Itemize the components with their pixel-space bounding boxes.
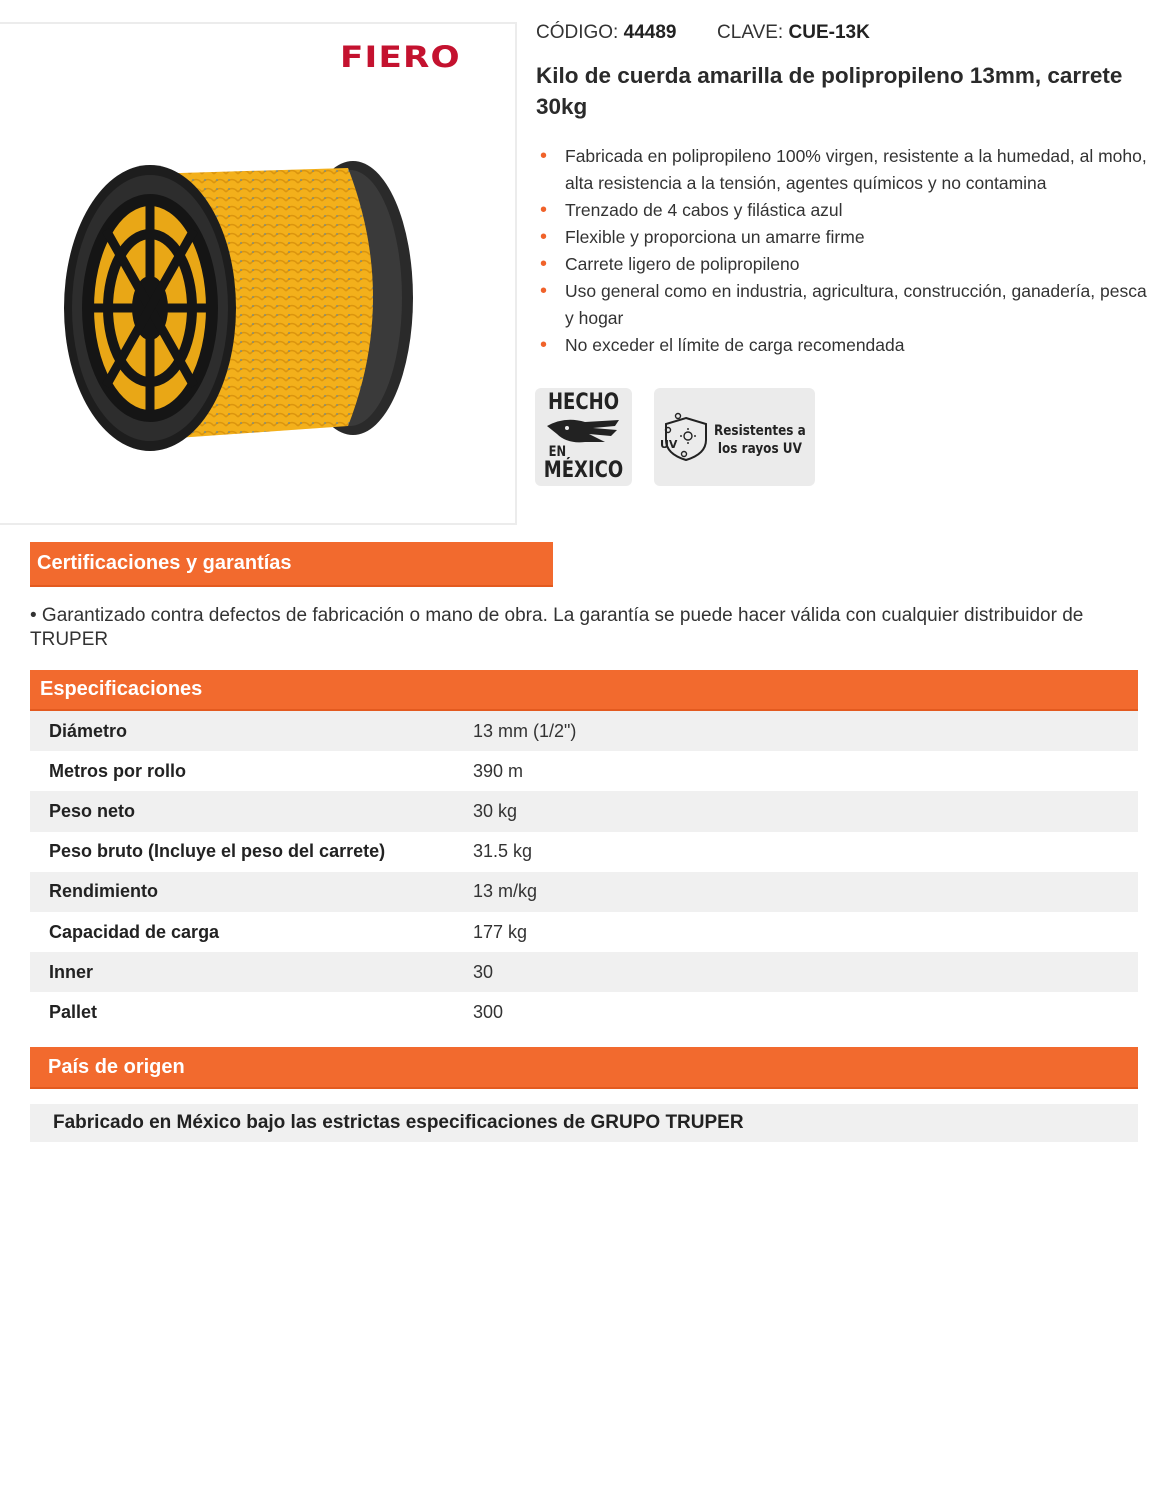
spec-value: 30 [473, 961, 494, 982]
spec-key: Capacidad de carga [49, 921, 220, 942]
feature-list [540, 143, 1160, 359]
codigo-label: CÓDIGO: [536, 22, 619, 43]
clave-value: CUE-13K [788, 22, 870, 43]
spec-key: Peso neto [49, 800, 136, 821]
table-row [30, 872, 1138, 912]
feature-item: • No exceder el límite de carga recomendada [540, 332, 1160, 359]
spec-key: Peso bruto (Incluye el peso del carrete) [49, 841, 386, 862]
uv-badge-text [714, 422, 806, 458]
brand-logo: FIERO [340, 40, 461, 74]
feature-item: • Flexible y proporciona un amarre firme [540, 224, 1160, 251]
table-row [30, 992, 1138, 1032]
badge-mx-line3: MÉXICO [543, 458, 624, 483]
product-codes [536, 22, 870, 44]
spec-key: Inner [49, 961, 94, 982]
rope-spool-icon [58, 158, 418, 458]
uv-line1: Resistentes a [714, 423, 806, 439]
feature-item: • Trenzado de 4 cabos y filástica azul [540, 197, 1160, 224]
spec-value: 13 m/kg [473, 881, 538, 902]
spec-value: 31.5 kg [473, 841, 533, 862]
table-row [30, 791, 1138, 831]
table-row [30, 751, 1138, 791]
table-row [30, 832, 1138, 872]
spec-value: 177 kg [473, 921, 528, 942]
feature-item: • Carrete ligero de polipropileno [540, 251, 1160, 278]
spec-value: 300 [473, 1001, 504, 1022]
spec-value: 390 m [473, 760, 524, 781]
uv-line2: los rayos UV [717, 441, 802, 457]
clave-label: CLAVE: [717, 22, 784, 43]
spec-key: Metros por rollo [49, 760, 187, 781]
specifications-table [30, 711, 1138, 1033]
table-row [30, 711, 1138, 751]
uv-resistant-badge [654, 388, 815, 486]
badge-mx-line2: EN [548, 444, 567, 460]
codigo-value: 44489 [623, 22, 677, 43]
spec-key: Pallet [49, 1001, 98, 1022]
badge-mx-line1: HECHO [547, 390, 620, 415]
uv-label: UV [660, 438, 678, 451]
uv-shield-icon [658, 410, 714, 462]
spec-value: 13 mm (1/2") [473, 720, 577, 741]
table-row [30, 912, 1138, 952]
product-title: Kilo de cuerda amarilla de polipropileno 13mm, carrete 30kg [536, 63, 1123, 119]
specifications-heading: Especificaciones [30, 670, 1138, 711]
certifications-heading: Certificaciones y garantías [30, 542, 553, 587]
feature-item: • Fabricada en polipropileno 100% virgen, resistente a la humedad, al moho, alta resistencia a la tensión, agentes químicos y no contamina [540, 143, 1160, 197]
table-row [30, 952, 1138, 992]
spec-key: Rendimiento [49, 881, 159, 902]
spec-value: 30 kg [473, 800, 518, 821]
origin-text: Fabricado en México bajo las estrictas especificaciones de GRUPO TRUPER [30, 1104, 1138, 1142]
eagle-icon [545, 416, 623, 446]
hecho-en-mexico-badge [535, 388, 632, 486]
origin-heading: País de origen [30, 1047, 1138, 1089]
feature-item: • Uso general como en industria, agricultura, construcción, ganadería, pesca y hogar [540, 278, 1160, 332]
spec-key: Diámetro [49, 720, 128, 741]
warranty-text: • Garantizado contra defectos de fabricación o mano de obra. La garantía se puede hacer válida con cualquier distribuidor de TRUPER [30, 605, 1084, 650]
